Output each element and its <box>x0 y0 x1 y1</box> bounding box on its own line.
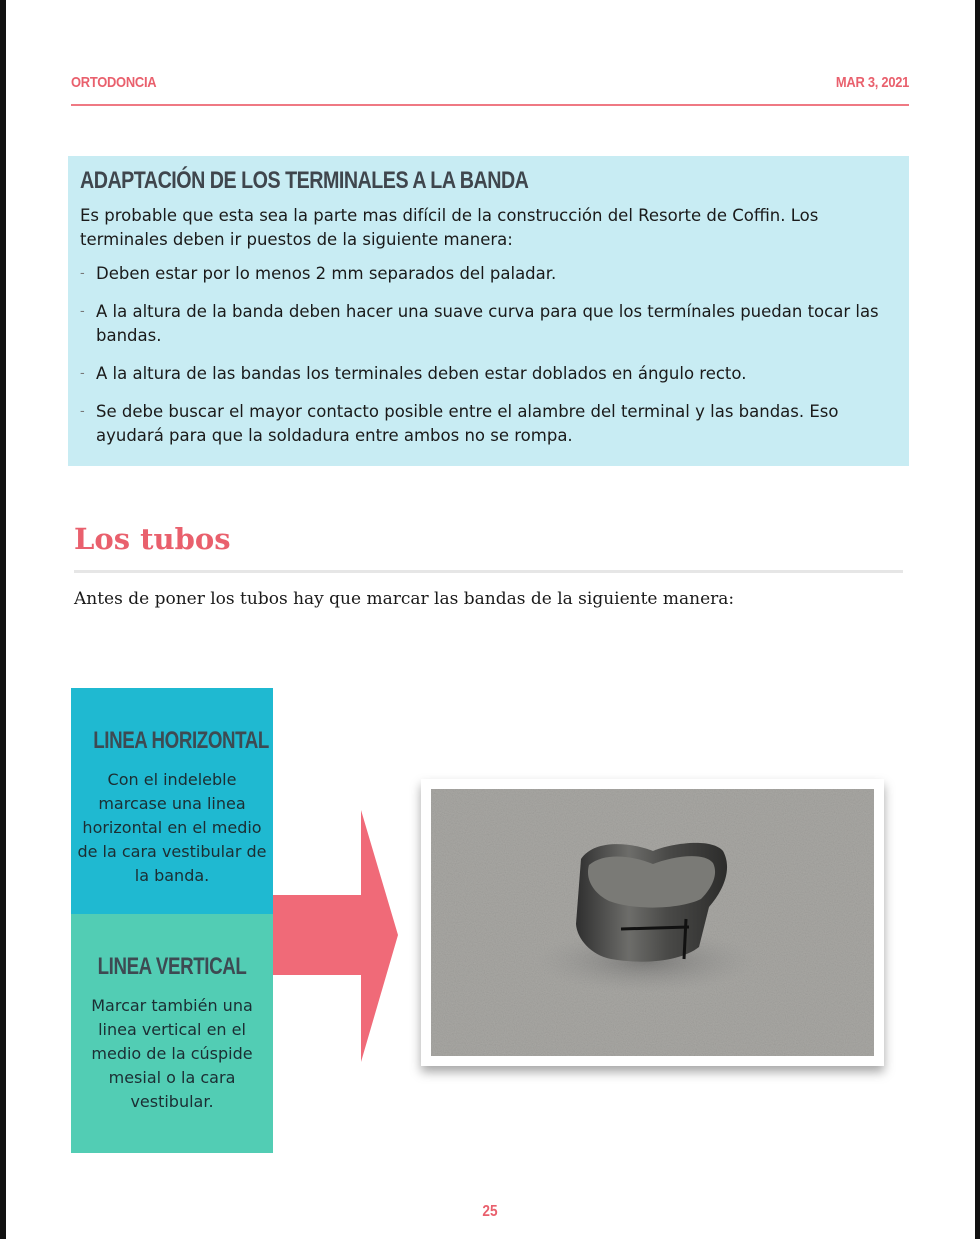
arrow-right-icon <box>273 810 398 1062</box>
list-item: - A la altura de las bandas los terminales deben estar doblados en ángulo recto. <box>80 362 897 386</box>
section-title: Los tubos <box>74 522 231 556</box>
callout-box <box>68 156 909 466</box>
page-header <box>71 72 909 106</box>
horizontal-line-title: LINEA HORIZONTAL <box>93 727 269 754</box>
orthodontic-band-photo <box>431 789 874 1056</box>
page-edge-left <box>0 0 6 1239</box>
list-item: - Se debe buscar el mayor contacto posible entre el alambre del terminal y las bandas. Eso ayudará para que la soldadura entre ambos no se rompa. <box>80 400 897 448</box>
list-item: - Deben estar por lo menos 2 mm separados del paladar. <box>80 262 897 286</box>
horizontal-line-box <box>71 688 273 914</box>
page-edge-right <box>975 0 980 1239</box>
section-paragraph: Antes de poner los tubos hay que marcar las bandas de la siguiente manera: <box>74 589 735 609</box>
horizontal-line-text: Con el indeleble marcase una linea horizontal en el medio de la cara vestibular de la banda. <box>77 770 267 885</box>
list-item: - A la altura de la banda deben hacer una suave curva para que los termínales puedan tocar las bandas. <box>80 300 897 348</box>
callout-intro: Es probable que esta sea la parte mas difícil de la construcción del Resorte de Coffin. Los terminales deben ir puestos de la siguiente manera: <box>80 206 819 249</box>
page-number: 25 <box>482 1203 498 1220</box>
callout-bullet-list <box>80 262 897 448</box>
vertical-line-title: LINEA VERTICAL <box>97 953 247 980</box>
vertical-line-text: Marcar también una linea vertical en el medio de la cúspide mesial o la cara vestibular. <box>91 996 253 1111</box>
section-divider <box>74 570 903 573</box>
header-date: MAR 3, 2021 <box>835 74 909 91</box>
vertical-line-box <box>71 914 273 1153</box>
band-photo-frame <box>421 779 884 1066</box>
header-section-name: ORTODONCIA <box>71 74 157 91</box>
callout-title: ADAPTACIÓN DE LOS TERMINALES A LA BANDA <box>80 167 529 194</box>
